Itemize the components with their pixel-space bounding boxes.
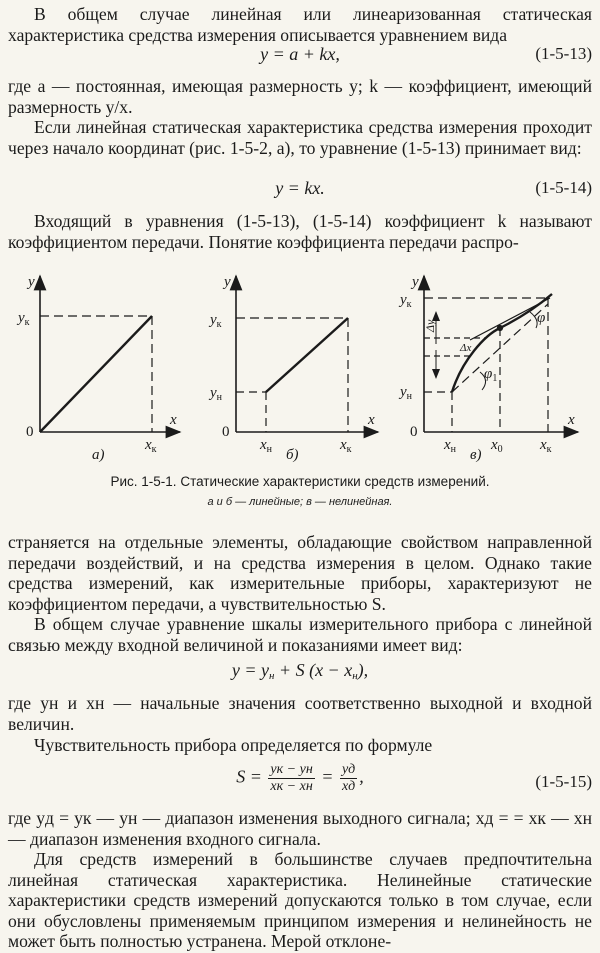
svg-text:yн <box>208 385 223 403</box>
figure-static-characteristics <box>0 262 600 470</box>
fraction-range-numerator: yк − yн <box>270 762 313 777</box>
figure-subcaption: а и б — линейные; в — нелинейная. <box>207 496 393 508</box>
panel-c-phi1-label: φ <box>484 366 493 382</box>
svg-text:yк <box>398 292 412 310</box>
paragraph-5: страняется на отдельные элементы, обладающие свойством направленной передачи воздействий, и на средства измерения в целом. Однако такие средства измерений, как измерительные приборы, характеризуют не коэффициентом передачи, а чувствительностью S. <box>8 532 592 614</box>
panel-a <box>40 276 180 432</box>
equation-1-5-13-body: y = a + kx, <box>260 44 340 64</box>
svg-text:xн <box>259 437 273 455</box>
paragraph-2: где a — постоянная, имеющая размерность y; k — коэффициент, имеющий размерность y/x. <box>8 76 592 117</box>
panel-b-xn-sub: н <box>266 444 273 455</box>
svg-text:yн <box>398 384 413 402</box>
panel-b-xk-sub: к <box>346 444 352 455</box>
panel-c-yk-sub: к <box>406 299 412 310</box>
equation-scale-sub-2: н <box>352 670 358 682</box>
panel-a-origin: 0 <box>26 424 34 440</box>
svg-text:xк <box>144 437 157 455</box>
equation-1-5-15-comma: , <box>359 766 364 787</box>
equation-1-5-15-number: (1-5-15) <box>535 772 592 791</box>
svg-text:xн <box>443 437 457 455</box>
panel-b-yk-label: y <box>210 312 217 328</box>
equation-scale-sub-1: н <box>268 670 275 682</box>
paragraph-7: где yн и xн — начальные значения соответственно выходной и входной величин. <box>8 693 592 734</box>
panel-c-xk-label: x <box>540 437 547 453</box>
equation-1-5-15 <box>0 762 600 802</box>
panel-c-tag: в) <box>470 447 482 463</box>
fraction-range-denominator: xк − xн <box>270 779 313 794</box>
equation-1-5-14 <box>0 178 600 200</box>
svg-text:x0 <box>490 437 503 455</box>
panel-b-yn-sub: н <box>216 392 223 403</box>
equation-scale <box>0 660 600 684</box>
panel-c-x-label: x <box>568 412 575 428</box>
equation-1-5-14-body: y = kx. <box>275 178 325 198</box>
equation-scale-mid: + S (x − x <box>274 660 353 680</box>
panel-b-y-label: y <box>224 274 231 290</box>
panel-c-yn-sub: н <box>406 391 413 402</box>
panel-b-tag: б) <box>286 447 299 463</box>
panel-c-yk-label: y <box>400 292 407 308</box>
panel-b-xk-label: x <box>340 437 347 453</box>
panel-c-point-x0 <box>497 325 502 330</box>
panel-c-phi1-sub: 1 <box>492 373 498 384</box>
equation-1-5-15-equals: = <box>321 766 334 787</box>
panel-c-dx-label: Δx <box>460 342 472 354</box>
equation-scale-end: ), <box>357 660 369 680</box>
panel-b-characteristic-line <box>266 318 348 392</box>
panel-a-x-label: x <box>170 412 177 428</box>
figure-caption: Рис. 1-5-1. Статические характеристики средств измерений. <box>110 474 490 489</box>
panel-a-xk-label: x <box>145 437 152 453</box>
paragraph-3: Если линейная статическая характеристика средства измерения проходит через начало координат (рис. 1-5-2, а), то уравнение (1-5-13) принимает вид: <box>8 117 592 158</box>
panel-a-characteristic-line <box>40 316 152 432</box>
panel-c-origin: 0 <box>410 424 418 440</box>
panel-a-y-label: y <box>28 274 35 290</box>
paragraph-10: Для средств измерений в большинстве случаев предпочтительна линейная статическая характеристика. Нелинейные статические характеристики средств измерений допускаются только в том случае, если они обусловлены применяемым принципом измерения и нелинейность не может быть полностью устранена. Мерой отклоне- <box>8 849 592 951</box>
equation-1-5-13-number: (1-5-13) <box>535 44 592 63</box>
svg-text:yк <box>16 310 30 328</box>
paragraph-8: Чувствительность прибора определяется по формуле <box>34 735 433 755</box>
panel-b <box>236 276 378 432</box>
panel-a-xk-sub: к <box>151 444 157 455</box>
paragraph-9: где yд = yк — yн — диапазон изменения выходного сигнала; xд = = xк — xн — диапазон изменения входного сигнала. <box>8 808 592 849</box>
equation-scale-lhs: y = y <box>231 660 269 680</box>
panel-a-yk-label: y <box>18 310 25 326</box>
panel-c-xk-sub: к <box>546 444 552 455</box>
panel-c-y-label: y <box>412 274 419 290</box>
panel-b-yn-label: y <box>210 385 217 401</box>
panel-a-tag: а) <box>92 447 105 463</box>
panel-c-dy-label: Δy <box>423 319 437 332</box>
panel-c-xn-label: x <box>444 437 451 453</box>
paragraph-4: Входящий в уравнения (1-5-13), (1-5-14) коэффициент k называют коэффициентом передачи. Понятие коэффициента передачи распро- <box>8 211 592 252</box>
panel-a-yk-sub: к <box>24 317 30 328</box>
svg-text:yк <box>208 312 222 330</box>
svg-text:xк <box>539 437 552 455</box>
equation-1-5-15-lhs: S = <box>236 766 262 787</box>
svg-text:xк <box>339 437 352 455</box>
fraction-d <box>340 762 357 795</box>
equation-1-5-15-body <box>0 762 600 795</box>
fraction-d-numerator: yд <box>341 762 356 777</box>
equation-1-5-14-number: (1-5-14) <box>535 178 592 197</box>
panel-b-origin: 0 <box>222 424 230 440</box>
panel-b-x-label: x <box>368 412 375 428</box>
paragraph-6: В общем случае уравнение шкалы измерительного прибора с линейной связью между входной величиной и показаниями имеет вид: <box>8 614 592 655</box>
panel-c <box>424 276 578 432</box>
equation-1-5-13 <box>0 44 600 66</box>
panel-b-xn-label: x <box>260 437 267 453</box>
svg-text:φ1 <box>484 366 497 384</box>
panel-b-yk-sub: к <box>216 319 222 330</box>
panel-c-x0-sub: 0 <box>497 444 503 455</box>
panel-c-x0-label: x <box>491 437 498 453</box>
paragraph-1: В общем случае линейная или линеаризованная статическая характеристика средства измерения описывается уравнением вида <box>8 4 592 45</box>
fraction-d-denominator: xд <box>341 779 356 794</box>
panel-c-phi-label: φ <box>537 310 546 326</box>
fraction-range <box>268 762 314 795</box>
equation-scale-body <box>0 660 600 682</box>
panel-c-yn-label: y <box>400 384 407 400</box>
panel-c-xn-sub: н <box>450 444 457 455</box>
